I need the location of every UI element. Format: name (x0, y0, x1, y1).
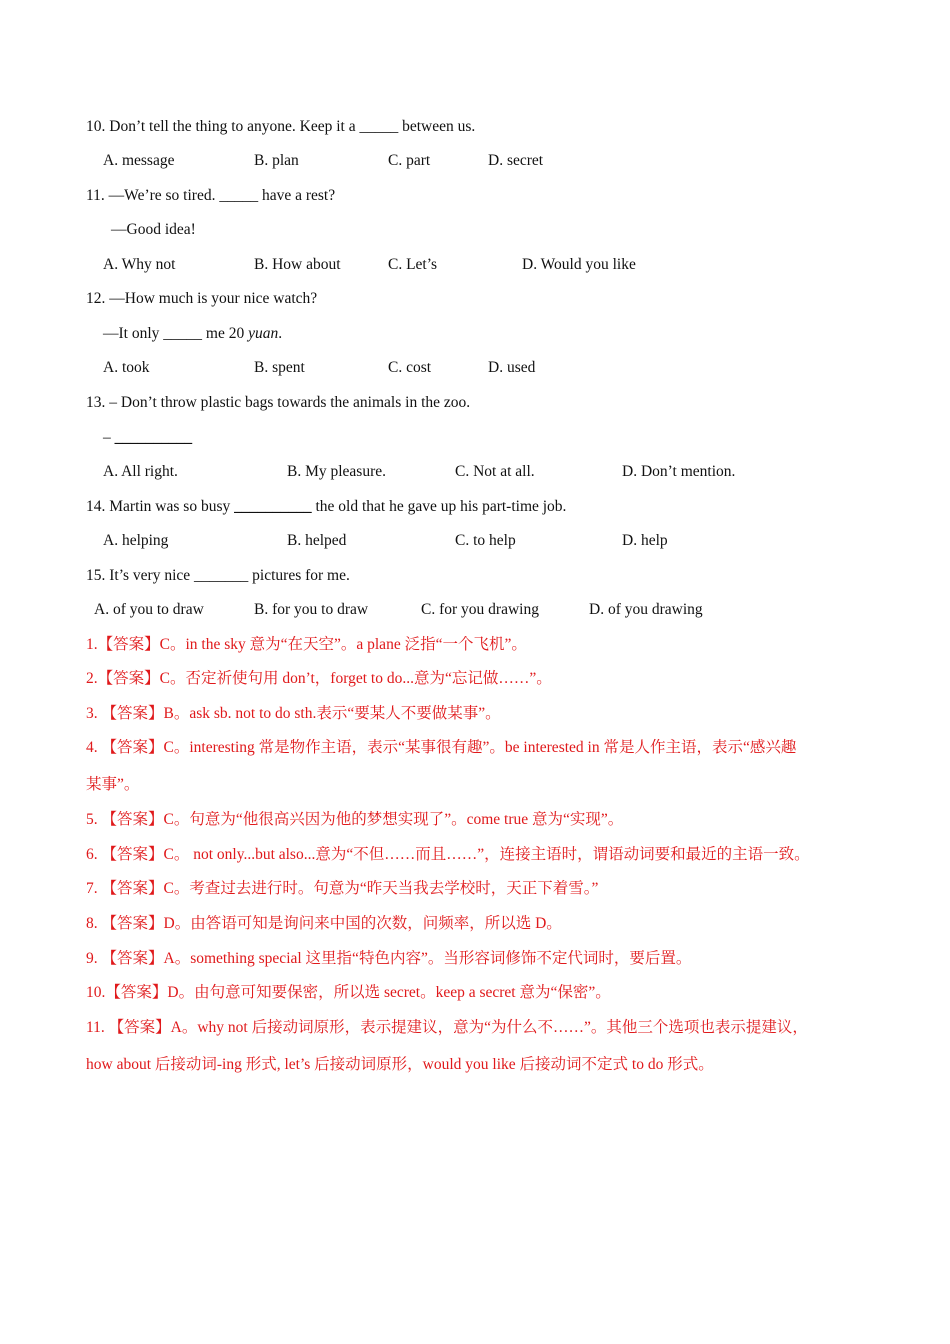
question-12-option-c: C. cost (388, 359, 432, 376)
answer-2: 2.【答案】C。否定祈使句用 don’t，forget to do...意为“忘记做……”。 (86, 670, 552, 687)
answer-10: 10.【答案】D。由句意可知要保密，所以选 secret。keep a secret 意为“保密”。 (86, 984, 611, 1001)
question-10-option-b: B. plan (254, 152, 299, 169)
question-15-option-b: B. for you to draw (254, 601, 369, 618)
question-13-reply-dash: – (103, 429, 115, 446)
question-14-option-d: D. help (622, 532, 668, 549)
question-13-option-b: B. My pleasure. (287, 463, 387, 480)
question-12-option-d: D. used (488, 359, 536, 376)
answer-1: 1.【答案】C。in the sky 意为“在天空”。a plane 泛指“一个飞机”。 (86, 636, 527, 653)
question-12-reply-end: . (278, 325, 283, 342)
question-12-reply (103, 324, 282, 344)
question-11-option-d: D. Would you like (522, 256, 636, 273)
question-12-option-a: A. took (103, 359, 150, 376)
question-15-option-d: D. of you drawing (589, 601, 703, 618)
question-15-option-c: C. for you drawing (421, 601, 539, 618)
question-14-stem-start: 14. Martin was so busy (86, 498, 235, 515)
question-13-stem: 13. – Don’t throw plastic bags towards the animals in the zoo. (86, 394, 471, 411)
question-13-option-d: D. Don’t mention. (622, 463, 736, 480)
question-14-stem-blank: __________ (234, 498, 312, 515)
answer-7: 7. 【答案】C。考查过去进行时。句意为“昨天当我去学校时，天正下着雪。” (86, 880, 599, 897)
answer-5: 5. 【答案】C。句意为“他很高兴因为他的梦想实现了”。come true 意为“实现”。 (86, 811, 624, 828)
question-10-option-c: C. part (388, 152, 431, 169)
question-10-option-d: D. secret (488, 152, 544, 169)
question-13-option-c: C. Not at all. (455, 463, 535, 480)
answer-11-continued: how about 后接动词-ing 形式, let’s 后接动词原形，would you like 后接动词不定式 to do 形式。 (86, 1056, 714, 1073)
answer-3: 3. 【答案】B。ask sb. not to do sth.表示“要某人不要做某事”。 (86, 705, 501, 722)
question-10-option-a: A. message (103, 152, 175, 169)
question-13-reply-blank: __________ (114, 429, 193, 446)
question-12-option-b: B. spent (254, 359, 305, 376)
question-14-stem (86, 497, 566, 517)
answer-6: 6. 【答案】C。 not only...but also...意为“不但……而且……”，连接主语时，谓语动词要和最近的主语一致。 (86, 846, 810, 863)
answer-11: 11. 【答案】A。why not 后接动词原形，表示提建议，意为“为什么不……”。其他三个选项也表示提建议， (86, 1019, 808, 1036)
question-13-reply (103, 428, 192, 448)
answer-8: 8. 【答案】D。由答语可知是询问来中国的次数，问频率，所以选 D。 (86, 915, 562, 932)
question-11-stem: 11. —We’re so tired. _____ have a rest? (86, 187, 336, 204)
question-11-reply: —Good idea! (111, 221, 196, 238)
question-11-option-a: A. Why not (103, 256, 176, 273)
question-14-option-c: C. to help (455, 532, 516, 549)
question-12-stem: 12. —How much is your nice watch? (86, 290, 318, 307)
question-12-reply-italic: yuan (248, 325, 279, 342)
question-12-reply-text: —It only _____ me 20 (103, 325, 249, 342)
question-15-option-a: A. of you to draw (94, 601, 204, 618)
question-11-option-b: B. How about (254, 256, 341, 273)
answer-4-continued: 某事”。 (86, 776, 140, 793)
answer-4: 4. 【答案】C。interesting 常是物作主语，表示“某事很有趣”。be interested in 常是人作主语，表示“感兴趣 (86, 739, 797, 756)
question-14-stem-end: the old that he gave up his part-time job. (311, 498, 567, 515)
question-14-option-a: A. helping (103, 532, 169, 549)
answer-9: 9. 【答案】A。something special 这里指“特色内容”。当形容词修饰不定代词时，要后置。 (86, 950, 692, 967)
question-10-stem: 10. Don’t tell the thing to anyone. Keep it a _____ between us. (86, 118, 476, 135)
question-13-option-a: A. All right. (103, 463, 178, 480)
question-14-option-b: B. helped (287, 532, 347, 549)
question-11-option-c: C. Let’s (388, 256, 438, 273)
question-15-stem: 15. It’s very nice _______ pictures for me. (86, 567, 350, 584)
